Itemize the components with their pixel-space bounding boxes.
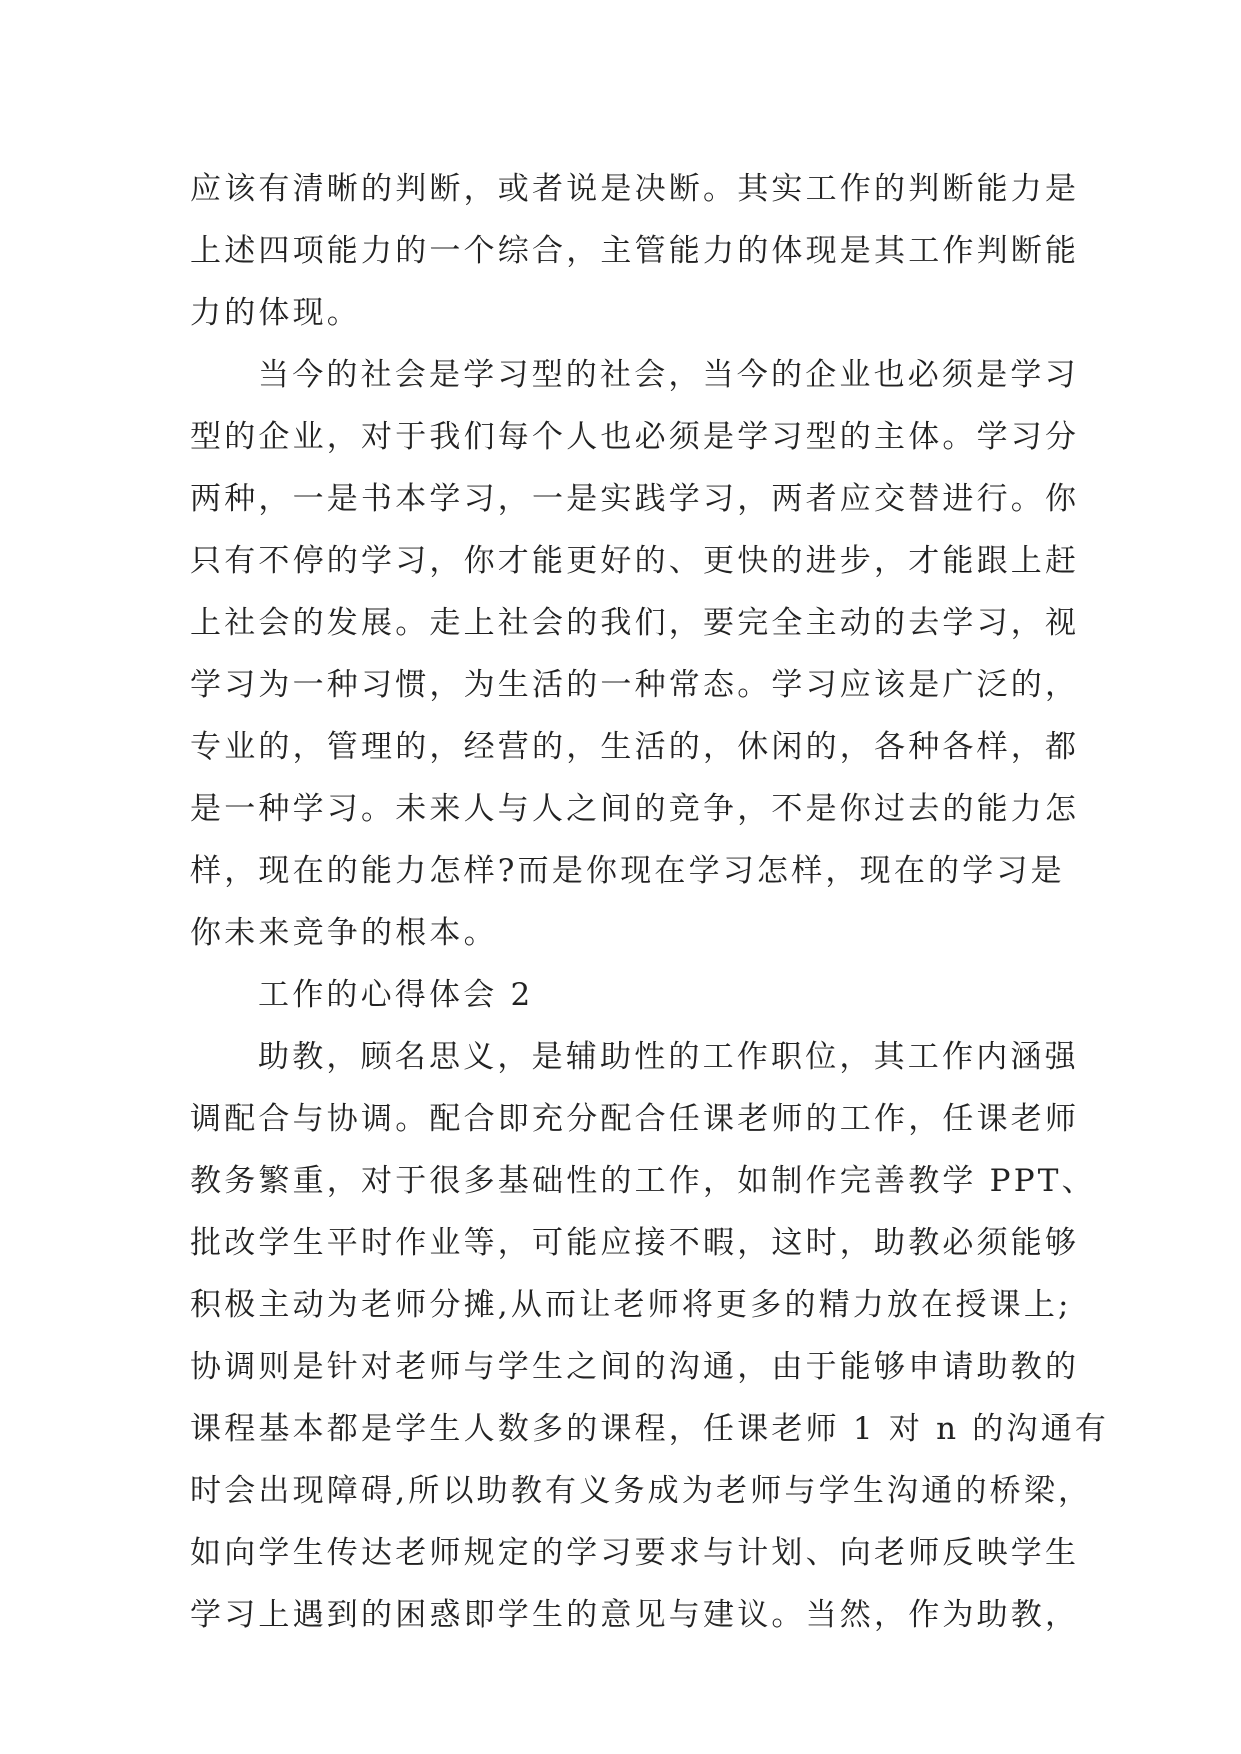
text-line: 专业的，管理的，经营的，生活的，休闲的，各种各样，都 xyxy=(190,729,1080,765)
text-line: 样，现在的能力怎样?而是你现在学习怎样，现在的学习是 xyxy=(190,853,1065,889)
text-line: 积极主动为老师分摊,从而让老师将更多的精力放在授课上; xyxy=(190,1287,1072,1323)
text-line: 批改学生平时作业等，可能应接不暇，这时，助教必须能够 xyxy=(190,1225,1080,1261)
text-line: 两种，一是书本学习，一是实践学习，两者应交替进行。你 xyxy=(190,481,1080,517)
text-line: 上述四项能力的一个综合，主管能力的体现是其工作判断能 xyxy=(190,233,1080,269)
text-line: 课程基本都是学生人数多的课程，任课老师 1 对 n 的沟通有 xyxy=(190,1411,1110,1447)
text-line: 应该有清晰的判断，或者说是决断。其实工作的判断能力是 xyxy=(190,171,1080,207)
text-line: 调配合与协调。配合即充分配合任课老师的工作，任课老师 xyxy=(190,1101,1080,1137)
text-line: 上社会的发展。走上社会的我们，要完全主动的去学习，视 xyxy=(190,605,1080,641)
text-line: 你未来竞争的根本。 xyxy=(190,915,498,951)
text-line: 助教，顾名思义，是辅助性的工作职位，其工作内涵强 xyxy=(258,1039,1079,1075)
paragraph-learning xyxy=(190,344,1080,964)
text-line: 型的企业，对于我们每个人也必须是学习型的主体。学习分 xyxy=(190,419,1080,455)
text-line: 力的体现。 xyxy=(190,295,361,331)
text-line: 协调则是针对老师与学生之间的沟通，由于能够申请助教的 xyxy=(190,1349,1080,1385)
paragraph-teaching-assistant xyxy=(190,1026,1110,1646)
section-heading: 工作的心得体会 2 xyxy=(258,977,534,1013)
paragraph-continuation xyxy=(190,158,1080,344)
text-line: 是一种学习。未来人与人之间的竞争，不是你过去的能力怎 xyxy=(190,791,1080,827)
text-line: 学习上遇到的困惑即学生的意见与建议。当然，作为助教， xyxy=(190,1597,1080,1633)
text-line: 时会出现障碍,所以助教有义务成为老师与学生沟通的桥梁， xyxy=(190,1473,1093,1509)
text-line: 当今的社会是学习型的社会，当今的企业也必须是学习 xyxy=(258,357,1079,393)
text-line: 学习为一种习惯，为生活的一种常态。学习应该是广泛的， xyxy=(190,667,1080,703)
document-body xyxy=(190,158,1110,1646)
text-line: 只有不停的学习，你才能更好的、更快的进步，才能跟上赶 xyxy=(190,543,1080,579)
text-line: 教务繁重，对于很多基础性的工作，如制作完善教学 PPT、 xyxy=(190,1163,1096,1199)
text-line: 如向学生传达老师规定的学习要求与计划、向老师反映学生 xyxy=(190,1535,1080,1571)
